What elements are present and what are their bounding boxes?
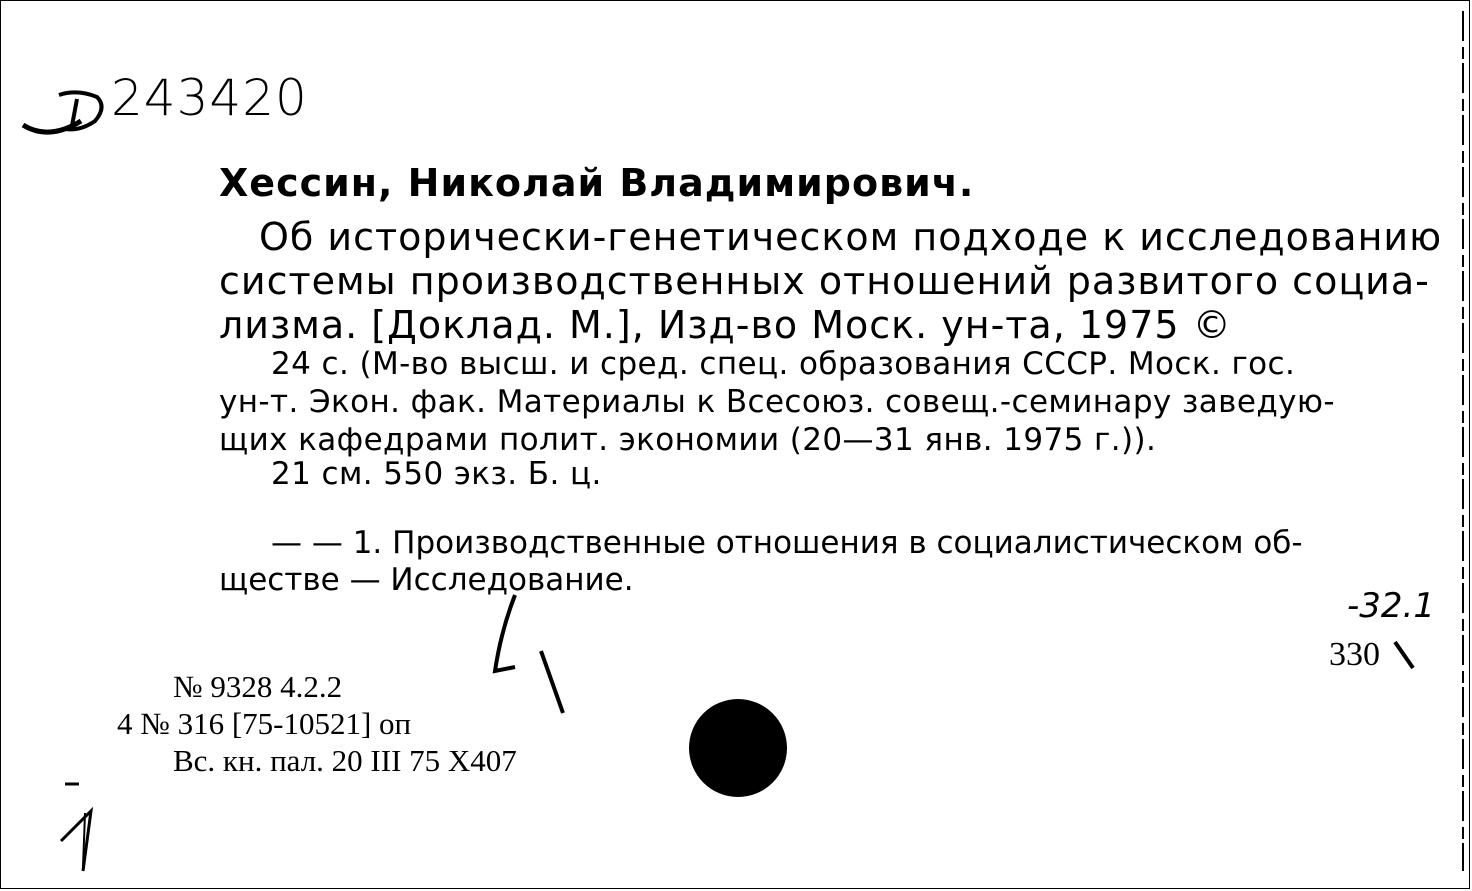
handwritten-numeral-icon (53, 801, 113, 881)
pen-dash-icon (63, 781, 83, 787)
call-number: 243420 (111, 69, 308, 127)
pen-stroke-marks-icon (471, 591, 591, 731)
title-line: Об исторически-генетическом подходе к исследованию (259, 215, 1443, 259)
copyright-symbol: © (1192, 303, 1232, 347)
punch-hole-dot-icon (689, 699, 787, 797)
inventory-ref: № 9328 4.2.2 (173, 669, 343, 704)
subject-line: ществе — Исследование. (219, 562, 634, 598)
book-chamber-ref: 4 № 316 [75-10521] оп (117, 706, 412, 741)
title-line (219, 303, 1232, 347)
class-number: 330 (1329, 636, 1380, 673)
handwritten-d-prefix-icon (19, 81, 111, 143)
title-line-text: лизма. [Доклад. М.], Изд-во Моск. ун-та, 1975 (219, 303, 1180, 347)
print-ref: Вс. кн. пал. 20 III 75 X407 (173, 743, 517, 778)
pen-slash-icon (1393, 636, 1417, 676)
card-edge-mark-icon (1459, 11, 1467, 871)
description-line: ун-т. Экон. фак. Материалы к Всесоюз. совещ.-семинару заведую- (219, 384, 1335, 420)
description-line: щих кафедрами полит. экономии (20—31 янв. 1975 г.)). (219, 422, 1157, 458)
subject-line: — — 1. Производственные отношения в социалистическом об- (271, 525, 1303, 561)
description-line: 21 см. 550 экз. Б. ц. (271, 456, 602, 492)
description-line: 24 с. (М-во высш. и сред. спец. образования СССР. Моск. гос. (271, 346, 1296, 382)
title-line: системы производственных отношений развитого социа- (219, 259, 1430, 303)
author-heading: Хессин, Николай Владимирович. (219, 161, 975, 205)
handwritten-class-number: -32.1 (1347, 586, 1435, 626)
